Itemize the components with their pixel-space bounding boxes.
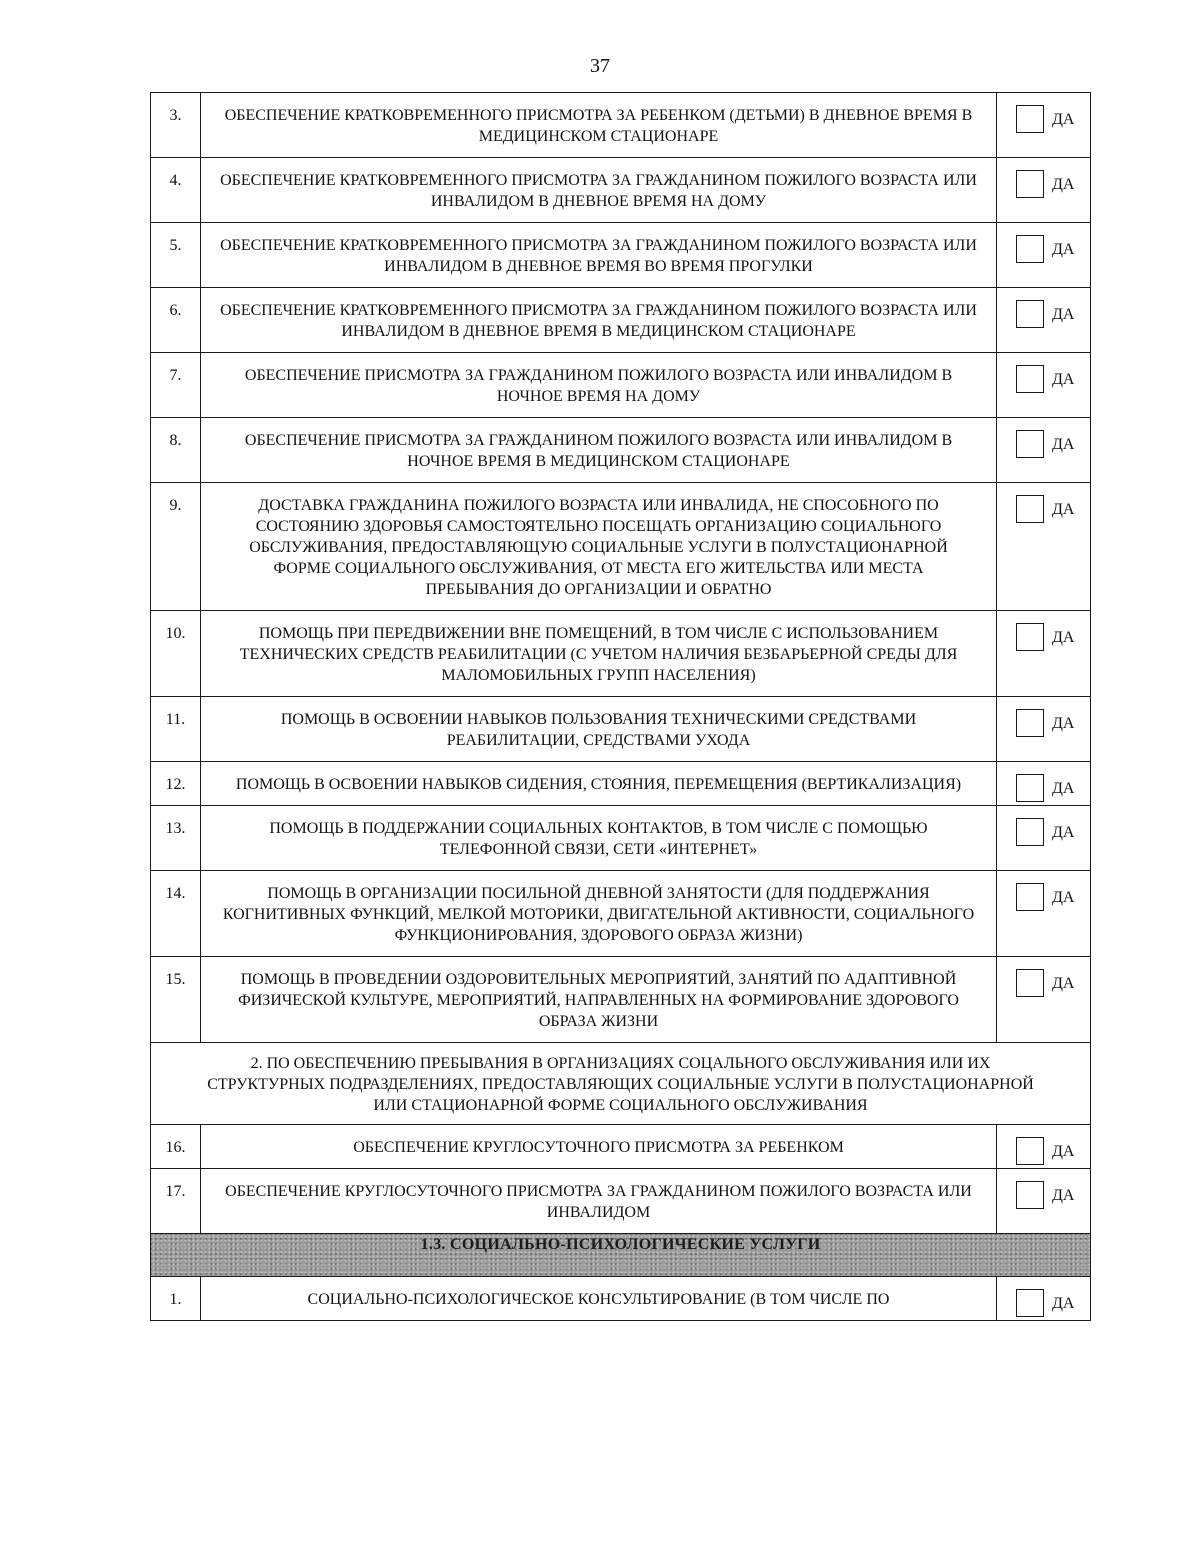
yes-checkbox[interactable] (1016, 709, 1044, 737)
yes-checkbox[interactable] (1016, 1181, 1044, 1209)
checkbox-cell (997, 288, 1091, 353)
services-table (150, 92, 1091, 1321)
service-row (151, 697, 1091, 762)
service-number: 16. (151, 1125, 201, 1169)
service-description: ОБЕСПЕЧЕНИЕ КРУГЛОСУТОЧНОГО ПРИСМОТРА ЗА РЕБЕНКОМ (201, 1125, 997, 1169)
service-number: 14. (151, 871, 201, 957)
service-row (151, 158, 1091, 223)
yes-checkbox[interactable] (1016, 1137, 1044, 1165)
section-header (151, 1234, 1091, 1277)
service-row (151, 418, 1091, 483)
checkbox-cell (997, 1125, 1091, 1169)
service-row (151, 93, 1091, 158)
service-description: ПОМОЩЬ В ОРГАНИЗАЦИИ ПОСИЛЬНОЙ ДНЕВНОЙ ЗАНЯТОСТИ (ДЛЯ ПОДДЕРЖАНИЯ КОГНИТИВНЫХ ФУНКЦИЙ, МЕЛКОЙ МОТОРИКИ, ДВИГАТЕЛЬНОЙ АКТИВНОСТИ, СОЦИАЛЬНОГО ФУНКЦИОНИРОВАНИЯ, ЗДОРОВОГО ОБРАЗА ЖИЗНИ) (201, 871, 997, 957)
service-number: 11. (151, 697, 201, 762)
yes-checkbox[interactable] (1016, 365, 1044, 393)
service-description: ПОМОЩЬ В ПОДДЕРЖАНИИ СОЦИАЛЬНЫХ КОНТАКТОВ, В ТОМ ЧИСЛЕ С ПОМОЩЬЮ ТЕЛЕФОННОЙ СВЯЗИ, СЕТИ «ИНТЕРНЕТ» (201, 806, 997, 871)
service-row (151, 1277, 1091, 1321)
service-row (151, 806, 1091, 871)
subsection-row (151, 1043, 1091, 1125)
service-description: ОБЕСПЕЧЕНИЕ КРАТКОВРЕМЕННОГО ПРИСМОТРА ЗА РЕБЕНКОМ (ДЕТЬМИ) В ДНЕВНОЕ ВРЕМЯ В МЕДИЦИНСКОМ СТАЦИОНАРЕ (201, 93, 997, 158)
yes-checkbox[interactable] (1016, 1289, 1044, 1317)
yes-label: ДА (1052, 823, 1075, 841)
yes-checkbox[interactable] (1016, 495, 1044, 523)
service-description: ОБЕСПЕЧЕНИЕ ПРИСМОТРА ЗА ГРАЖДАНИНОМ ПОЖИЛОГО ВОЗРАСТА ИЛИ ИНВАЛИДОМ В НОЧНОЕ ВРЕМЯ НА ДОМУ (201, 353, 997, 418)
yes-label: ДА (1052, 305, 1075, 323)
yes-checkbox[interactable] (1016, 969, 1044, 997)
service-number: 15. (151, 957, 201, 1043)
service-row (151, 871, 1091, 957)
section-row (151, 1234, 1091, 1277)
service-description: ОБЕСПЕЧЕНИЕ КРУГЛОСУТОЧНОГО ПРИСМОТРА ЗА ГРАЖДАНИНОМ ПОЖИЛОГО ВОЗРАСТА ИЛИ ИНВАЛИДОМ (201, 1169, 997, 1234)
yes-label: ДА (1052, 1142, 1075, 1160)
service-description: ПОМОЩЬ ПРИ ПЕРЕДВИЖЕНИИ ВНЕ ПОМЕЩЕНИЙ, В ТОМ ЧИСЛЕ С ИСПОЛЬЗОВАНИЕМ ТЕХНИЧЕСКИХ СРЕДСТВ РЕАБИЛИТАЦИИ (С УЧЕТОМ НАЛИЧИЯ БЕЗБАРЬЕРНОЙ СРЕДЫ ДЛЯ МАЛОМОБИЛЬНЫХ ГРУПП НАСЕЛЕНИЯ) (201, 611, 997, 697)
service-row (151, 288, 1091, 353)
service-number: 6. (151, 288, 201, 353)
checkbox-cell (997, 353, 1091, 418)
yes-label: ДА (1052, 974, 1075, 992)
service-number: 7. (151, 353, 201, 418)
yes-label: ДА (1052, 240, 1075, 258)
yes-label: ДА (1052, 628, 1075, 646)
service-row (151, 1125, 1091, 1169)
service-number: 3. (151, 93, 201, 158)
checkbox-cell (997, 483, 1091, 611)
checkbox-cell (997, 93, 1091, 158)
checkbox-cell (997, 418, 1091, 483)
service-number: 1. (151, 1277, 201, 1321)
service-number: 12. (151, 762, 201, 806)
checkbox-cell (997, 1169, 1091, 1234)
checkbox-cell (997, 806, 1091, 871)
yes-label: ДА (1052, 435, 1075, 453)
service-description: ПОМОЩЬ В ОСВОЕНИИ НАВЫКОВ СИДЕНИЯ, СТОЯНИЯ, ПЕРЕМЕЩЕНИЯ (ВЕРТИКАЛИЗАЦИЯ) (201, 762, 997, 806)
service-row (151, 762, 1091, 806)
service-description: ПОМОЩЬ В ОСВОЕНИИ НАВЫКОВ ПОЛЬЗОВАНИЯ ТЕХНИЧЕСКИМИ СРЕДСТВАМИ РЕАБИЛИТАЦИИ, СРЕДСТВАМИ УХОДА (201, 697, 997, 762)
service-number: 4. (151, 158, 201, 223)
service-number: 5. (151, 223, 201, 288)
service-description: ПОМОЩЬ В ПРОВЕДЕНИИ ОЗДОРОВИТЕЛЬНЫХ МЕРОПРИЯТИЙ, ЗАНЯТИЙ ПО АДАПТИВНОЙ ФИЗИЧЕСКОЙ КУЛЬТУРЕ, МЕРОПРИЯТИЙ, НАПРАВЛЕННЫХ НА ФОРМИРОВАНИЕ ЗДОРОВОГО ОБРАЗА ЖИЗНИ (201, 957, 997, 1043)
yes-label: ДА (1052, 110, 1075, 128)
checkbox-cell (997, 697, 1091, 762)
checkbox-cell (997, 1277, 1091, 1321)
yes-checkbox[interactable] (1016, 774, 1044, 802)
service-row (151, 483, 1091, 611)
service-row (151, 223, 1091, 288)
yes-label: ДА (1052, 714, 1075, 732)
checkbox-cell (997, 957, 1091, 1043)
service-row (151, 1169, 1091, 1234)
yes-checkbox[interactable] (1016, 170, 1044, 198)
service-number: 10. (151, 611, 201, 697)
yes-checkbox[interactable] (1016, 430, 1044, 458)
service-row (151, 611, 1091, 697)
service-number: 13. (151, 806, 201, 871)
subsection-2-heading: 2. ПО ОБЕСПЕЧЕНИЮ ПРЕБЫВАНИЯ В ОРГАНИЗАЦИЯХ СОЦАЛЬНОГО ОБСЛУЖИВАНИЯ ИЛИ ИХ СТРУКТУРНЫХ ПОДРАЗДЕЛЕНИЯХ, ПРЕДОСТАВЛЯЮЩИХ СОЦИАЛЬНЫЕ УСЛУГИ В ПОЛУСТАЦИОНАРНОЙ ИЛИ СТАЦИОНАРНОЙ ФОРМЕ СОЦИАЛЬНОГО ОБСЛУЖИВАНИЯ (151, 1043, 1091, 1125)
yes-checkbox[interactable] (1016, 623, 1044, 651)
service-number: 9. (151, 483, 201, 611)
yes-label: ДА (1052, 370, 1075, 388)
checkbox-cell (997, 871, 1091, 957)
yes-checkbox[interactable] (1016, 883, 1044, 911)
service-number: 17. (151, 1169, 201, 1234)
service-description: ДОСТАВКА ГРАЖДАНИНА ПОЖИЛОГО ВОЗРАСТА ИЛИ ИНВАЛИДА, НЕ СПОСОБНОГО ПО СОСТОЯНИЮ ЗДОРОВЬЯ САМОСТОЯТЕЛЬНО ПОСЕЩАТЬ ОРГАНИЗАЦИЮ СОЦИАЛЬНОГО ОБСЛУЖИВАНИЯ, ПРЕДОСТАВЛЯЮЩУЮ СОЦИАЛЬНЫЕ УСЛУГИ В ПОЛУСТАЦИОНАРНОЙ ФОРМЕ СОЦИАЛЬНОГО ОБСЛУЖИВАНИЯ, ОТ МЕСТА ЕГО ЖИТЕЛЬСТВА ИЛИ МЕСТА ПРЕБЫВАНИЯ ДО ОРГАНИЗАЦИИ И ОБРАТНО (201, 483, 997, 611)
yes-label: ДА (1052, 1186, 1075, 1204)
service-description: ОБЕСПЕЧЕНИЕ КРАТКОВРЕМЕННОГО ПРИСМОТРА ЗА ГРАЖДАНИНОМ ПОЖИЛОГО ВОЗРАСТА ИЛИ ИНВАЛИДОМ В ДНЕВНОЕ ВРЕМЯ НА ДОМУ (201, 158, 997, 223)
yes-label: ДА (1052, 175, 1075, 193)
service-number: 8. (151, 418, 201, 483)
yes-label: ДА (1052, 779, 1075, 797)
service-description: ОБЕСПЕЧЕНИЕ ПРИСМОТРА ЗА ГРАЖДАНИНОМ ПОЖИЛОГО ВОЗРАСТА ИЛИ ИНВАЛИДОМ В НОЧНОЕ ВРЕМЯ В МЕДИЦИНСКОМ СТАЦИОНАРЕ (201, 418, 997, 483)
service-description: ОБЕСПЕЧЕНИЕ КРАТКОВРЕМЕННОГО ПРИСМОТРА ЗА ГРАЖДАНИНОМ ПОЖИЛОГО ВОЗРАСТА ИЛИ ИНВАЛИДОМ В ДНЕВНОЕ ВРЕМЯ В МЕДИЦИНСКОМ СТАЦИОНАРЕ (201, 288, 997, 353)
checkbox-cell (997, 762, 1091, 806)
checkbox-cell (997, 223, 1091, 288)
yes-checkbox[interactable] (1016, 300, 1044, 328)
service-description: ОБЕСПЕЧЕНИЕ КРАТКОВРЕМЕННОГО ПРИСМОТРА ЗА ГРАЖДАНИНОМ ПОЖИЛОГО ВОЗРАСТА ИЛИ ИНВАЛИДОМ В ДНЕВНОЕ ВРЕМЯ ВО ВРЕМЯ ПРОГУЛКИ (201, 223, 997, 288)
page-number: 37 (590, 55, 610, 77)
service-description: СОЦИАЛЬНО-ПСИХОЛОГИЧЕСКОЕ КОНСУЛЬТИРОВАНИЕ (В ТОМ ЧИСЛЕ ПО (201, 1277, 997, 1321)
yes-label: ДА (1052, 500, 1075, 518)
yes-checkbox[interactable] (1016, 818, 1044, 846)
section-1-3-title: 1.3. СОЦИАЛЬНО-ПСИХОЛОГИЧЕСКИЕ УСЛУГИ (420, 1236, 821, 1253)
checkbox-cell (997, 158, 1091, 223)
yes-checkbox[interactable] (1016, 235, 1044, 263)
yes-label: ДА (1052, 1294, 1075, 1312)
checkbox-cell (997, 611, 1091, 697)
service-row (151, 353, 1091, 418)
yes-label: ДА (1052, 888, 1075, 906)
yes-checkbox[interactable] (1016, 105, 1044, 133)
service-row (151, 957, 1091, 1043)
